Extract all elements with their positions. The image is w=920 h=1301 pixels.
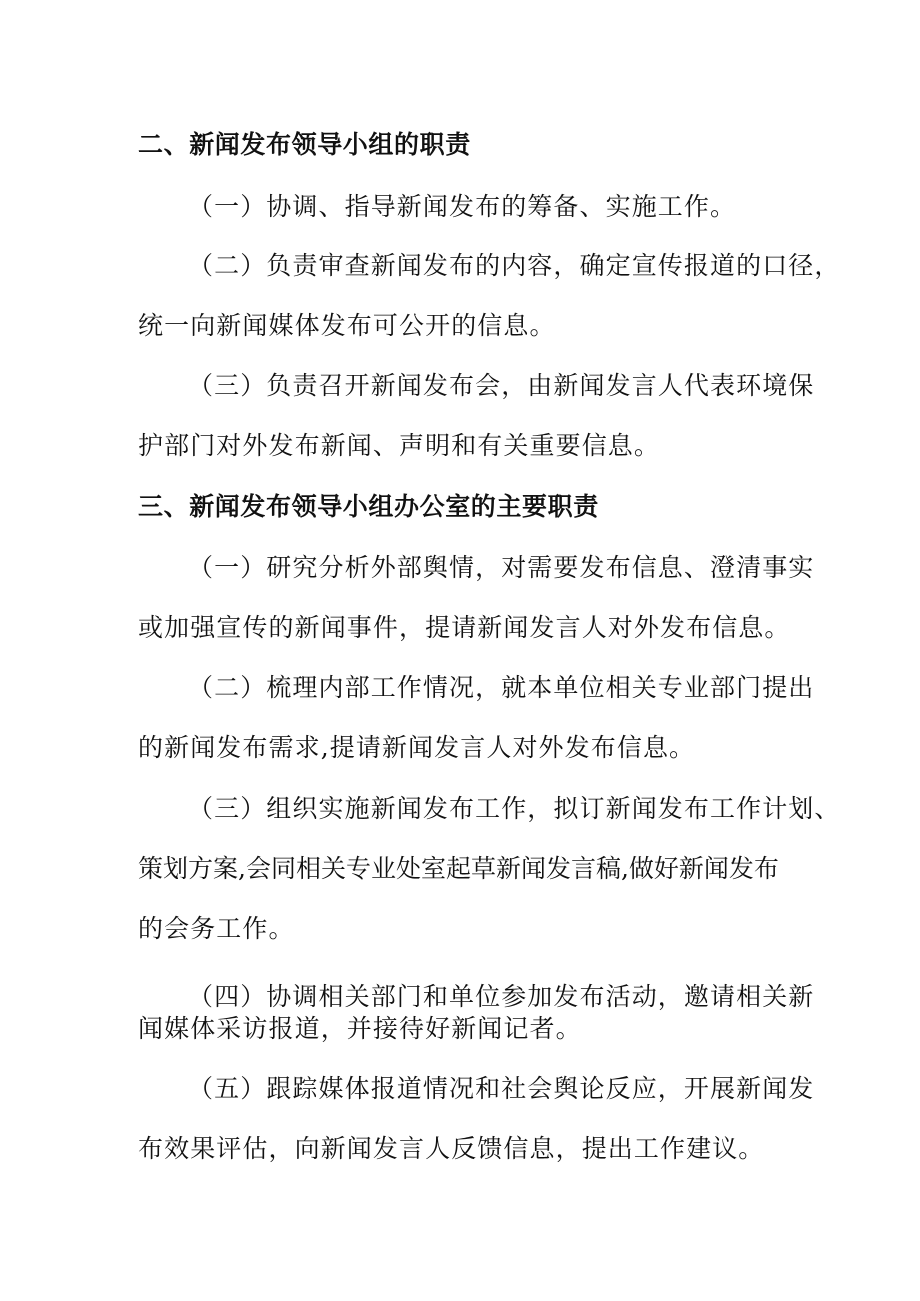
- section-2-item-3-line-1: （三）负责召开新闻发布会，由新闻发言人代表环境保: [188, 371, 815, 400]
- section-3-item-1-line-2: 或加强宣传的新闻事件，提请新闻发言人对外发布信息。: [138, 613, 791, 642]
- section-3-heading: 三、新闻发布领导小组办公室的主要职责: [138, 492, 599, 521]
- section-3-item-2-line-1: （二）梳理内部工作情况，就本单位相关专业部门提出: [188, 673, 815, 702]
- section-2-item-2-line-2: 统一向新闻媒体发布可公开的信息。: [138, 311, 556, 340]
- section-3-item-2-line-2: 的新闻发布需求,提请新闻发言人对外发布信息。: [138, 733, 696, 762]
- section-2-heading: 二、新闻发布领导小组的职责: [138, 130, 471, 159]
- section-3-item-5-line-2: 布效果评估，向新闻发言人反馈信息，提出工作建议。: [138, 1134, 765, 1163]
- section-3-item-4-line-1: （四）协调相关部门和单位参加发布活动，邀请相关新: [188, 982, 815, 1011]
- section-3-item-3-line-2: 策划方案,会同相关专业处室起草新闻发言稿,做好新闻发布: [138, 854, 779, 883]
- section-2-item-2-line-1: （二）负责审查新闻发布的内容，确定宣传报道的口径，: [188, 251, 841, 280]
- section-3-item-4-line-2: 闻媒体采访报道，并接待好新闻记者。: [138, 1014, 582, 1043]
- section-3-item-3-line-3: 的会务工作。: [138, 914, 295, 943]
- section-3-item-5-line-1: （五）跟踪媒体报道情况和社会舆论反应，开展新闻发: [188, 1074, 815, 1103]
- section-3-item-3-line-1: （三）组织实施新闻发布工作，拟订新闻发布工作计划、: [188, 794, 841, 823]
- section-2-item-1: （一）协调、指导新闻发布的筹备、实施工作。: [188, 192, 737, 221]
- section-2-item-3-line-2: 护部门对外发布新闻、声明和有关重要信息。: [138, 431, 661, 460]
- section-3-item-1-line-1: （一）研究分析外部舆情，对需要发布信息、澄清事实: [188, 553, 815, 582]
